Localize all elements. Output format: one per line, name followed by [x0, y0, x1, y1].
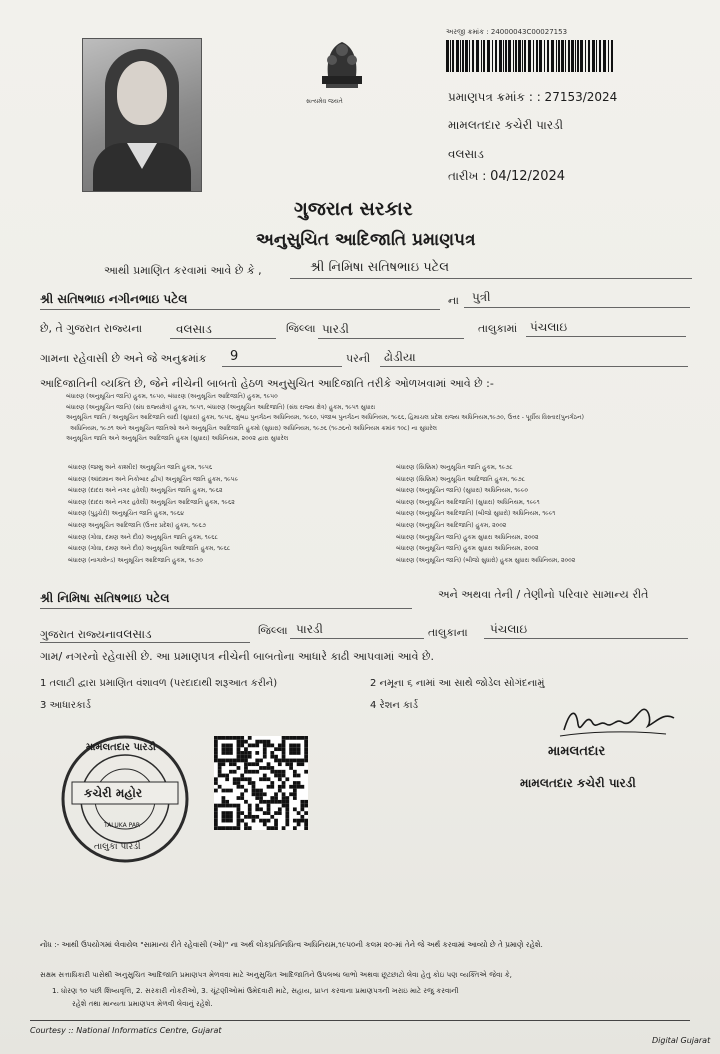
order-left-item: બંધારણ (ગોવા, દમણ અને દીવ) અનુસૂચિત જાતિ હુકમ, ૧૯૬૮: [68, 533, 218, 541]
district-label-repeat: જિલ્લા: [258, 624, 288, 637]
family-text: અને અથવા તેની / તેણીનો પરિવાર સામાન્ય રીતે: [438, 588, 649, 601]
basis-item: 1 તલાટી દ્વારા પ્રમાણિત વંશાવળ (પરદાદાથી શરૂઆત કરીને): [40, 678, 278, 689]
state-district: વલસાડ: [176, 322, 212, 336]
seal-top-text: મામલતદાર પારડી: [86, 742, 156, 753]
issue-date: તારીખ : 04/12/2024: [448, 169, 566, 184]
certificate-title: અનુસુચિત આદિજાતિ પ્રમાણપત્ર: [256, 230, 476, 250]
digital-gujarat-text: Digital Gujarat: [652, 1036, 711, 1045]
recognition-text: આદિજાતિની વ્યક્તિ છે, જેને નીચેની બાબતો હેઠળ અનુસુચિત આદિજાતિ તરીકે ઓળખવામાં આવે છે :-: [40, 377, 494, 390]
order-left-item: બંધારણ (નાગાલેન્ડ) અનુસૂચિત આદિજાતિ હુકમ, ૧૯૭૦: [68, 556, 203, 564]
orders-right-list: [396, 462, 692, 566]
basis-item: 4 રેશન કાર્ડ: [370, 700, 419, 711]
caste-value: ઢોડીયા: [384, 350, 416, 364]
order-right-item: બંધારણ (અનુસૂચિત જાતિ) (બીજો સુધારો) હુકમ સુધારા અધિનિયમ, ૨૦૦૨: [396, 556, 576, 564]
orders-left-list: [68, 462, 368, 566]
order-right-item: બંધારણ (અનુસૂચિત જાતિ) (સુધારા) અધિનિયમ, ૧૯૯૦: [396, 487, 528, 495]
order-left-item: બંધારણ અનુસૂચિત આદિજાતિ (ઉત્તર પ્રદેશ) હુકમ, ૧૯૬૭: [68, 521, 206, 529]
order-right-item: બંધારણ (અનુસૂચિત જાતિ) હુકમ સુધારા અધિનિયમ, ૨૦૦૨: [396, 545, 539, 553]
order-right-item: બંધારણ (સિક્કિમ) અનુસૂચિત આદિજાતિ હુકમ, ૧૯૭૮: [396, 475, 526, 483]
certificate-number: પ્રમાણપત્ર ક્રમાંક : : 27153/2024: [448, 90, 618, 104]
district-value-repeat: પારડી: [296, 622, 323, 636]
signatory-designation: મામલતદાર: [548, 744, 606, 759]
applicant-photo: [82, 38, 202, 192]
qr-code-icon: [214, 736, 308, 830]
order-left-item: બંધારણ (દાદરા અને નગર હવેલી) અનુસૂચિત આદિજાતિ હુકમ, ૧૯૬૨: [68, 498, 235, 506]
order-left-item: બંધારણ (જમ્મુ અને કાશ્મીર) અનુસૂચિત જાતિ હુકમ, ૧૯૫૬: [68, 464, 213, 471]
taluka-value-repeat: પંચલાઇ: [490, 622, 528, 636]
order-left-item: બંધારણ (આંદામાન અને નિકોબાર દ્વીપ) અનુસૂચિત જાતિ હુકમ, ૧૯૫૯: [68, 475, 239, 483]
orders-full-list: [66, 392, 686, 445]
order-left-item: બંધારણ (ગોવા, દમણ અને દીવ) અનુસૂચિત આદિજાતિ હુકમ, ૧૯૬૮: [68, 545, 231, 553]
order-line: બંધારણ (અનુસૂચિત જાતિ) હુકમ, ૧૯૫૦, બંધારણ (અનુસૂચિત આદિજાતિ) હુકમ, ૧૯૫૦: [66, 393, 278, 400]
seal-english-text: TALUKA PAR: [104, 822, 141, 829]
footer-note: રહેશે તથા માન્યતા પ્રમાણપત્ર મેળવી લેવાનું રહેશે.: [72, 999, 213, 1008]
order-right-item: બંધારણ (અનુસૂચિત આદિજાતિ) (સુધારા) અધિનિયમ, ૧૯૯૧: [396, 498, 540, 506]
basis-item: 3 આધારકાર્ડ: [40, 700, 91, 711]
relation-label: ના: [448, 294, 459, 307]
state-text-repeat: ગુજરાત રાજ્યનાવલસાડ: [40, 627, 152, 641]
barcode-label: અરજી ક્રમાંક : 24000043C00027153: [446, 28, 568, 36]
signatory-office: મામલતદાર કચેરી પારડી: [520, 776, 636, 790]
certify-text: આથી પ્રમાણિત કરવામાં આવે છે કે ,: [104, 264, 262, 277]
office-name: મામલતદાર કચેરી પારડી: [448, 118, 564, 132]
district-value: પારડી: [322, 322, 349, 336]
taluka-value: પંચલાઇ: [530, 320, 568, 334]
father-name: શ્રી સતિષભાઇ નગીનભાઇ પટેલ: [40, 292, 188, 306]
order-right-item: બંધારણ (સિક્કિમ) અનુસૂચિત જાતિ હુકમ, ૧૯૭૮: [396, 464, 513, 471]
order-left-item: બંધારણ (દાદરા અને નગર હવેલી) અનુસૂચિત જાતિ હુકમ, ૧૯૬૨: [68, 487, 223, 495]
order-left-item: બંધારણ (પુડુચેરી) અનુસૂચિત જાતિ હુકમ, ૧૯૬૪: [68, 510, 185, 518]
order-line: અનુસૂચિત જાતિ અને અનુસૂચિત આદિજાતિ હુકમ (સુધારા) અધિનિયમ, ૨૦૦૨ દ્વારા સુધારેલ: [66, 435, 289, 442]
village-text: ગામના રહેવાસી છે અને જે અનુક્રમાંક: [40, 352, 207, 365]
order-line: બંધારણ (અનુસૂચિત જાતિ) (સંઘ રાજ્યક્ષેત્ર) હુકમ, ૧૯૫૧, બંધારણ (અનુસૂચિત આદિજાતિ) (સંઘ રાજ્ય ક્ષેત્ર) હુકમ, ૧૯૫૧ સુધારા: [66, 403, 376, 411]
seal-bottom-text: તાલુકા પારડી: [94, 842, 141, 852]
order-right-item: બંધારણ (અનુસૂચિત આદિજાતિ) હુકમ, ૨૦૦૨: [396, 521, 507, 529]
state-text: છે, તે ગુજરાત રાજ્યના: [40, 322, 143, 335]
order-right-item: બંધારણ (અનુસૂચિત આદિજાતિ) (બીજો સુધારો) અધિનિયમ, ૧૯૯૧: [396, 510, 556, 518]
basis-item: 2 નમૂના ૬ નામાં આ સાથે જોડેલ સોગંદનામું: [370, 678, 545, 689]
applicant-name-repeat: શ્રી નિમિષા સતિષભાઇ પટેલ: [40, 591, 170, 605]
taluka-label-repeat: તાલુકાના: [428, 626, 468, 639]
serial-number: 9: [230, 349, 239, 364]
relation-value: પુત્રી: [472, 290, 491, 304]
footer-note: 1. ધોરણ ૧૦ પછી શિષ્યવૃત્તિ, 2. સરકારી નોકરીઓ, 3. ચૂંટણીઓમાં ઉમેદવારી માટે, સહાય, પ્રાપ્ત કરવાના પ્રમાણપત્રની ખરાઇ માટે રજુ કરવાની: [52, 986, 459, 995]
order-line: અધિનિયમ, ૧૯૭૧ અને અનુસૂચિત જાતિઓ અને અનુસૂચિત આદિજાતિ હુકમો (સુધારા) અધિનિયમ, ૧૯૭૬ (૧૯૭૬નો અધિનિયમ ક્રમાંક ૧૦૮) ના સુધારેલ: [70, 424, 437, 432]
footer-note: સક્ષમ સત્તાધિકારી પાસેથી અનુસુચિત આદિજાતિ પ્રમાણપત્ર મેળવવા માટે અનુસુચિત આદિજાતિને ઉપલબ્ધ લાભો અથવા છૂટછાટો લેવા હેતુ કોઇ પણ વ્યક્તિએ જેવા કે,: [40, 970, 512, 979]
applicant-name: શ્રી નિમિષા સતિષભાઇ પટેલ: [310, 260, 450, 275]
barcode-icon: [444, 40, 618, 72]
taluka-label: તાલુકામાં: [478, 322, 518, 335]
district-name: વલસાડ: [448, 147, 484, 161]
order-line: અનુસૂચિત જાતિ / અનુસૂચિત આદિજાતિ યાદી (સુધારા) હુકમ, ૧૯૫૬, મુંબઇ પુનર્ગઠન અધિનિયમ, ૧૯૬૦, પંજાબ પુનર્ગઠન અધિનિયમ, ૧૯૬૬, હિમાચલ પ્રદેશ રાજ્ય અધિનિયમ,૧૯૭૦, ઉત્તર - પૂર્વીય વિસ્તાર(પુનર્ગઠન): [66, 414, 584, 421]
courtesy-text: Courtesy :: National Informatics Centre, Gujarat: [30, 1026, 222, 1035]
footer-note: નોંધ :- આથી ઉપયોગમાં લેવાયેલ "સામાન્ય રીતે રહેવાસી (ઓ)" ના અર્થ લોકપ્રતિનિધિત્વ અધિનિયમ,૧૯૫૦ની કલમ ૨૦-માં તેને જે અર્થ કરવામાં આવ્યો છે તે પ્રમાણે રહેશે.: [40, 940, 543, 949]
emblem-caption: સત્યમેવ જયતે: [306, 98, 343, 105]
caste-label: પરની: [346, 352, 371, 365]
national-emblem-icon: [316, 36, 368, 102]
government-title: ગુજરાત સરકાર: [294, 198, 413, 220]
village-text-repeat: ગામ/ નગરનો રહેવાસી છે. આ પ્રમાણપત્ર નીચેની બાબતોના આધારે કાઢી આપવામાં આવે છે.: [40, 650, 435, 663]
district-label: જિલ્લા: [286, 322, 316, 335]
order-right-item: બંધારણ (અનુસૂચિત જાતિ) હુકમ સુધારા અધિનિયમ, ૨૦૦૨: [396, 533, 539, 541]
seal-middle-text: કચેરી મહોર: [84, 786, 143, 800]
